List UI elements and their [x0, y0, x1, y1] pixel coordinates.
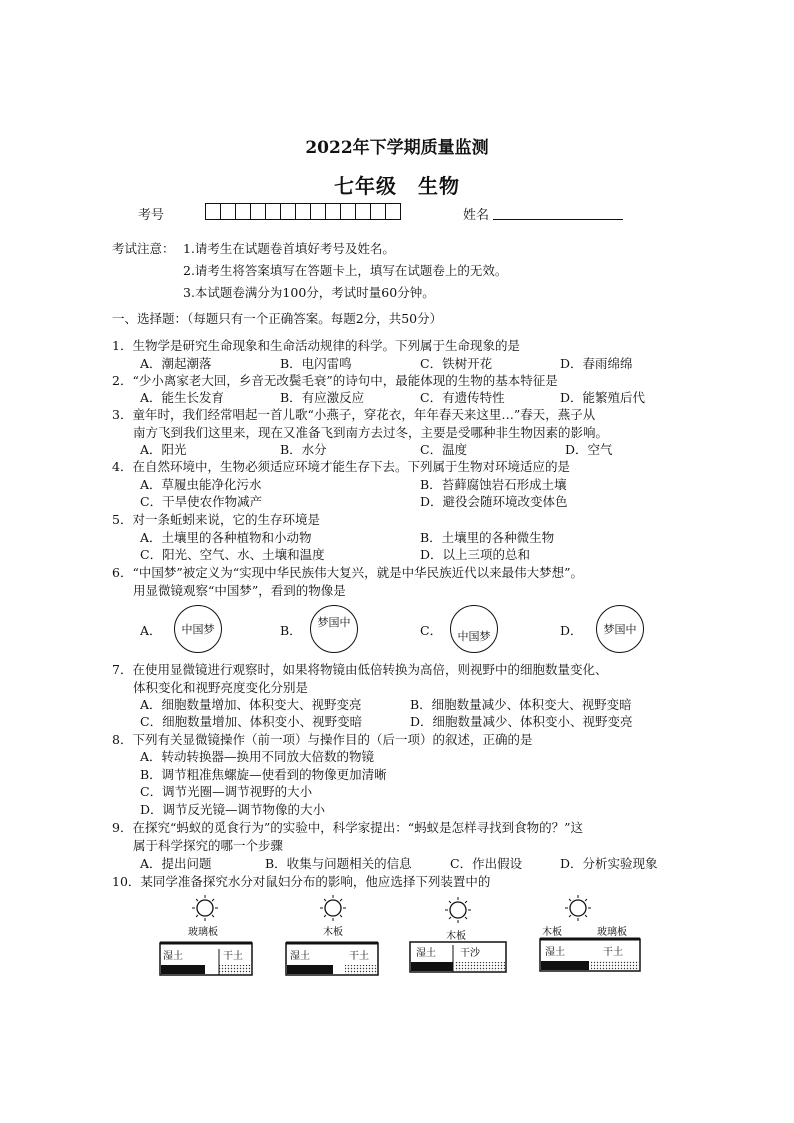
option[interactable]: D．能繁殖后代	[560, 390, 646, 405]
name-label: 姓名	[463, 208, 490, 223]
cover-label: 玻璃板	[188, 927, 218, 938]
option[interactable]: A．潮起潮落	[140, 356, 212, 371]
view-text: 梦国中	[317, 616, 351, 629]
id-boxes[interactable]	[205, 203, 401, 220]
exam-title: 2022年下学期质量监测	[305, 138, 489, 158]
question-stem: 用显微镜观察“中国梦”，看到的物像是	[133, 583, 346, 598]
apparatus-a[interactable]	[160, 895, 252, 975]
id-digit-box[interactable]	[251, 203, 266, 220]
option[interactable]: A．转动转换器—换用不同放大倍数的物镜	[140, 749, 375, 764]
view-text: 中国梦	[181, 623, 215, 636]
apparatus-figure	[155, 895, 675, 985]
option-label: A．	[140, 623, 162, 638]
question-stem: 7．在使用显微镜进行观察时，如果将物镜由低倍转换为高倍，则视野中的细胞数量变化、	[112, 662, 608, 677]
id-digit-box[interactable]	[341, 203, 356, 220]
left-soil-label: 湿土	[416, 948, 436, 959]
option[interactable]: A．提出问题	[140, 856, 212, 871]
option[interactable]: C．铁树开花	[420, 356, 493, 371]
question-stem: 4．在自然环境中，生物必须适应环境才能生存下去。下列属于生物对环境适应的是	[112, 459, 570, 474]
id-digit-box[interactable]	[281, 203, 296, 220]
left-soil-label: 湿土	[545, 947, 565, 958]
question-stem: 5．对一条蚯蚓来说，它的生存环境是	[112, 512, 320, 527]
cover-label: 玻璃板	[597, 927, 627, 938]
option[interactable]: B．苔藓腐蚀岩石形成土壤	[420, 477, 567, 492]
apparatus-d[interactable]	[540, 895, 640, 971]
id-digit-box[interactable]	[311, 203, 326, 220]
sun-icon	[565, 895, 591, 921]
question-stem: 3．童年时，我们经常唱起一首儿歌“小燕子，穿花衣，年年春天来这里…”春天，燕子从	[112, 407, 596, 422]
right-soil-label: 干土	[223, 951, 243, 962]
view-text: 梦国中	[603, 623, 637, 636]
right-soil-label: 干土	[603, 947, 623, 958]
notice-item: 1.请考生在试题卷首填好考号及姓名。	[183, 241, 395, 256]
option[interactable]: A．能生长发育	[140, 390, 225, 405]
right-soil-label: 干沙	[460, 948, 480, 959]
question-stem: 10．某同学准备探究水分对鼠妇分布的影响，他应选择下列装置中的	[112, 874, 491, 889]
option-label: B．	[280, 623, 302, 638]
microscope-options	[140, 604, 680, 654]
name-line[interactable]	[493, 219, 623, 220]
option[interactable]: B．调节粗准焦螺旋—使看到的物像更加清晰	[140, 767, 387, 782]
notice-lead: 考试注意：	[112, 241, 175, 256]
option[interactable]: C．干旱使农作物减产	[140, 494, 263, 509]
option[interactable]: B．水分	[280, 442, 327, 457]
question-stem: 6．“中国梦”被定义为“实现中华民族伟大复兴，就是中华民族近代以来最伟大梦想”。	[112, 565, 584, 580]
question-stem: 南方飞到我们这里来，现在又准备飞到南方去过冬，主要是受哪种非生物因素的影响。	[133, 425, 609, 440]
option[interactable]: B．土壤里的各种微生物	[420, 530, 555, 545]
option[interactable]: A．草履虫能净化污水	[140, 477, 262, 492]
left-soil-label: 湿土	[290, 951, 310, 962]
option[interactable]: B．细胞数量减少、体积变大、视野变暗	[410, 697, 632, 712]
option[interactable]: C．作出假设	[450, 856, 523, 871]
option[interactable]: D．以上三项的总和	[420, 547, 531, 562]
question-stem: 属于科学探究的哪一个步骤	[133, 838, 284, 853]
exam-subtitle: 七年级 生物	[334, 174, 460, 198]
question-stem: 体积变化和视野亮度变化分别是	[133, 680, 309, 695]
option[interactable]: B．有应激反应	[280, 390, 365, 405]
cover-label: 木板	[446, 931, 466, 942]
option[interactable]: D．分析实验现象	[560, 856, 658, 871]
id-digit-box[interactable]	[356, 203, 371, 220]
option-c[interactable]	[420, 604, 540, 654]
notice-item: 2.请考生将答案填写在答题卡上，填写在试题卷上的无效。	[183, 263, 508, 278]
cover-label: 木板	[542, 927, 562, 938]
option[interactable]: A．土壤里的各种植物和小动物	[140, 530, 312, 545]
option[interactable]: D．细胞数量减少、体积变小、视野变亮	[410, 714, 633, 729]
option-a[interactable]	[140, 604, 260, 654]
id-digit-box[interactable]	[236, 203, 251, 220]
option[interactable]: D．春雨绵绵	[560, 356, 633, 371]
id-digit-box[interactable]	[206, 203, 221, 220]
option-d[interactable]	[560, 604, 680, 654]
apparatus-b[interactable]	[286, 895, 378, 975]
question-stem: 8．下列有关显微镜操作（前一项）与操作目的（后一项）的叙述，正确的是	[112, 732, 533, 747]
microscope-view-circle	[310, 605, 358, 653]
view-text: 中国梦	[457, 630, 491, 643]
id-digit-box[interactable]	[371, 203, 386, 220]
microscope-view-circle	[596, 605, 644, 653]
microscope-view-circle	[450, 605, 498, 653]
option[interactable]: C．有遗传特性	[420, 390, 505, 405]
option[interactable]: B．电闪雷鸣	[280, 356, 352, 371]
option[interactable]: D．空气	[565, 442, 613, 457]
option[interactable]: D．调节反光镜—调节物像的大小	[140, 802, 326, 817]
left-soil-label: 湿土	[163, 951, 183, 962]
option[interactable]: C．阳光、空气、水、土壤和温度	[140, 547, 325, 562]
option[interactable]: A．阳光	[140, 442, 187, 457]
id-label: 考号	[138, 208, 165, 223]
question-stem: 1．生物学是研究生命现象和生命活动规律的科学。下列属于生命现象的是	[112, 338, 520, 353]
cover-label: 木板	[323, 927, 343, 938]
option[interactable]: D．避役会随环境改变体色	[420, 494, 568, 509]
question-stem: 9．在探究“蚂蚁的觅食行为”的实验中，科学家提出：“蚂蚁是怎样寻找到食物的？”这	[112, 820, 584, 835]
option[interactable]: A．细胞数量增加、体积变大、视野变亮	[140, 697, 362, 712]
option[interactable]: C．细胞数量增加、体积变小、视野变暗	[140, 714, 363, 729]
id-digit-box[interactable]	[221, 203, 236, 220]
apparatus-c[interactable]	[410, 897, 506, 972]
option[interactable]: B．收集与问题相关的信息	[265, 856, 412, 871]
id-row	[138, 203, 658, 223]
id-digit-box[interactable]	[296, 203, 311, 220]
option-label: C．	[420, 623, 443, 638]
id-digit-box[interactable]	[386, 203, 401, 220]
id-digit-box[interactable]	[266, 203, 281, 220]
question-stem: 2．“少小离家老大回，乡音无改鬓毛衰”的诗句中，最能体现的生物的基本特征是	[112, 373, 558, 388]
id-digit-box[interactable]	[326, 203, 341, 220]
microscope-view-circle	[174, 605, 222, 653]
option[interactable]: C．温度	[420, 442, 468, 457]
sun-icon	[192, 895, 218, 921]
notice-item: 3.本试题卷满分为100分，考试时量60分钟。	[183, 285, 435, 300]
sun-icon	[320, 895, 346, 921]
sun-icon	[445, 897, 471, 923]
option[interactable]: C．调节光圈—调节视野的大小	[140, 784, 313, 799]
section-heading: 一、选择题：（每题只有一个正确答案。每题2分，共50分）	[112, 311, 443, 326]
option-label: D．	[560, 623, 583, 638]
option-b[interactable]	[280, 604, 400, 654]
right-soil-label: 干土	[349, 951, 369, 962]
